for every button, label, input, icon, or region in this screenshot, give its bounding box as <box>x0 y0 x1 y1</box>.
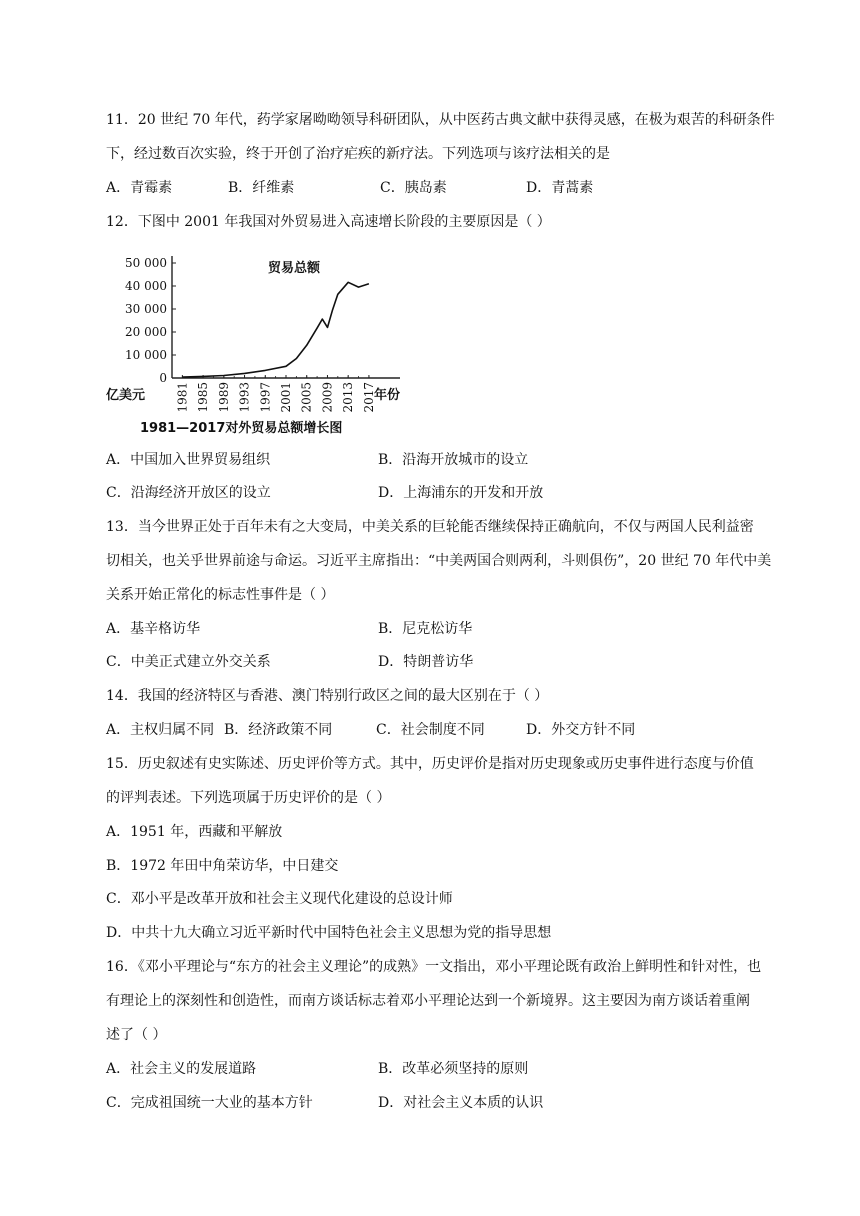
x-tick-label: 2017 <box>361 382 376 413</box>
q11-option-b[interactable]: B．纤维素 <box>228 180 295 196</box>
q11-stem-line1: 11．20 世纪 70 年代，药学家屠呦呦领导科研团队，从中医药古典文献中获得灵感，在极为艰苦的科研条件 <box>106 112 775 128</box>
q15-option-b[interactable]: B．1972 年田中角荣访华，中日建交 <box>106 858 339 874</box>
x-unit-label: 年份 <box>374 388 401 403</box>
q14-stem: 14．我国的经济特区与香港、澳门特别行政区之间的最大区别在于（ ） <box>106 688 549 704</box>
y-tick-label: 0 <box>159 371 167 385</box>
x-tick-label: 2001 <box>279 382 293 413</box>
q16-option-a[interactable]: A．社会主义的发展道路 <box>106 1061 257 1077</box>
q12-option-c[interactable]: C．沿海经济开放区的设立 <box>106 485 271 501</box>
y-tick-label: 20 000 <box>125 325 167 339</box>
q15-option-a[interactable]: A．1951 年，西藏和平解放 <box>106 824 283 840</box>
x-tick-label: 1997 <box>258 382 273 413</box>
q15-option-c[interactable]: C．邓小平是改革开放和社会主义现代化建设的总设计师 <box>106 891 453 907</box>
q11-option-d[interactable]: D．青蒿素 <box>526 180 594 196</box>
q13-stem-line3: 关系开始正常化的标志性事件是（ ） <box>106 587 335 603</box>
q14-option-a[interactable]: A．主权归属不同 <box>106 722 215 738</box>
q16-stem-line3: 述了（ ） <box>106 1027 167 1043</box>
x-tick-label: 2009 <box>320 382 335 413</box>
chart-title: 1981—2017对外贸易总额增长图 <box>140 421 343 436</box>
q16-option-c[interactable]: C．完成祖国统一大业的基本方针 <box>106 1095 313 1111</box>
q13-stem-line2: 切相关，也关乎世界前途与命运。习近平主席指出：“中美两国合则两利，斗则俱伤”，20 世纪 70 年代中美 <box>106 553 772 569</box>
q12-option-b[interactable]: B．沿海开放城市的设立 <box>378 452 529 468</box>
q16-option-d[interactable]: D．对社会主义本质的认识 <box>378 1095 544 1111</box>
x-tick-label: 1993 <box>237 382 252 413</box>
q14-option-d[interactable]: D．外交方针不同 <box>526 722 636 738</box>
y-tick-label: 40 000 <box>125 279 167 293</box>
q11-stem-line2: 下，经过数百次实验，终于开创了治疗疟疾的新疗法。下列选项与该疗法相关的是 <box>106 146 610 162</box>
q11-option-c[interactable]: C．胰岛素 <box>380 180 447 196</box>
q16-stem-line2: 有理论上的深刻性和创造性，而南方谈话标志着邓小平理论达到一个新境界。这主要因为南方谈话着重阐 <box>106 993 750 1009</box>
trade-growth-chart <box>104 248 424 438</box>
q13-option-c[interactable]: C．中美正式建立外交关系 <box>106 654 271 670</box>
q12-option-d[interactable]: D．上海浦东的开发和开放 <box>378 485 544 501</box>
q16-option-b[interactable]: B．改革必须坚持的原则 <box>378 1061 529 1077</box>
y-tick-label: 50 000 <box>125 256 167 270</box>
series-label: 贸易总额 <box>268 261 321 276</box>
y-tick-label: 10 000 <box>125 348 167 362</box>
q12-stem: 12．下图中 2001 年我国对外贸易进入高速增长阶段的主要原因是（ ） <box>106 214 551 230</box>
x-tick-label: 2013 <box>341 382 356 413</box>
q15-option-d[interactable]: D．中共十九大确立习近平新时代中国特色社会主义思想为党的指导思想 <box>106 925 552 941</box>
x-tick-label: 1985 <box>196 382 211 413</box>
y-unit-label: 亿美元 <box>106 388 146 403</box>
q13-option-a[interactable]: A．基辛格访华 <box>106 621 201 637</box>
q12-option-a[interactable]: A．中国加入世界贸易组织 <box>106 452 271 468</box>
q13-option-d[interactable]: D．特朗普访华 <box>378 654 474 670</box>
q16-stem-line1: 16．《邓小平理论与“东方的社会主义理论”的成熟》一文指出，邓小平理论既有政治上鲜明性和针对性，也 <box>106 959 762 975</box>
y-tick-label: 30 000 <box>125 302 167 316</box>
q14-option-c[interactable]: C．社会制度不同 <box>376 722 485 738</box>
x-tick-label: 1981 <box>175 382 190 413</box>
q11-option-a[interactable]: A．青霉素 <box>106 180 173 196</box>
q14-option-b[interactable]: B．经济政策不同 <box>224 722 333 738</box>
q13-option-b[interactable]: B．尼克松访华 <box>378 621 473 637</box>
trade-total-line <box>182 282 369 377</box>
q15-stem-line1: 15．历史叙述有史实陈述、历史评价等方式。其中，历史评价是指对历史现象或历史事件进行态度与价值 <box>106 756 754 772</box>
q13-stem-line1: 13．当今世界正处于百年未有之大变局，中美关系的巨轮能否继续保持正确航向，不仅与两国人民利益密 <box>106 519 754 535</box>
x-tick-label: 2005 <box>299 382 314 413</box>
trade-growth-chart-svg <box>104 248 424 438</box>
x-tick-label: 1989 <box>216 382 231 413</box>
q15-stem-line2: 的评判表述。下列选项属于历史评价的是（ ） <box>106 790 391 806</box>
